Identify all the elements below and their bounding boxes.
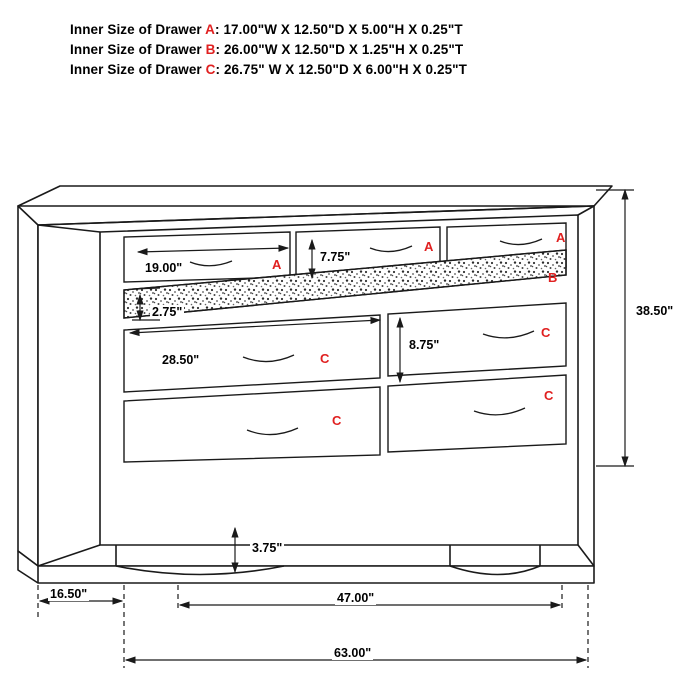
spec-letter-b: B bbox=[205, 42, 216, 57]
letter-mid-right: C bbox=[541, 325, 551, 340]
dim-38-50: 38.50" bbox=[636, 304, 674, 318]
spec-value-c: : 26.75" W X 12.50"D X 6.00"H X 0.25"T bbox=[215, 62, 468, 77]
spec-prefix-b: Inner Size of Drawer bbox=[70, 42, 206, 57]
letter-top-middle: A bbox=[424, 239, 434, 254]
spec-prefix-a: Inner Size of Drawer bbox=[70, 22, 206, 37]
spec-prefix-c: Inner Size of Drawer bbox=[70, 62, 206, 77]
dim-8-75: 8.75" bbox=[409, 338, 440, 352]
dim-47-00: 47.00" bbox=[337, 591, 375, 605]
dim-63-00: 63.00" bbox=[334, 646, 372, 660]
dim-16-50: 16.50" bbox=[50, 587, 88, 601]
letter-bottom-right: C bbox=[544, 388, 554, 403]
letter-bottom-left: C bbox=[332, 413, 342, 428]
dim-7-75: 7.75" bbox=[320, 250, 351, 264]
letter-top-left: A bbox=[272, 257, 282, 272]
dim-2-75: 2.75" bbox=[152, 305, 183, 319]
spec-letter-c: C bbox=[205, 62, 216, 77]
dim-3-75: 3.75" bbox=[252, 541, 283, 555]
spec-value-b: : 26.00"W X 12.50"D X 1.25"H X 0.25"T bbox=[215, 42, 464, 57]
dim-28-50: 28.50" bbox=[162, 353, 200, 367]
spec-value-a: : 17.00"W X 12.50"D X 5.00"H X 0.25"T bbox=[215, 22, 463, 37]
letter-mid-left: C bbox=[320, 351, 330, 366]
letter-top-right: A bbox=[556, 230, 566, 245]
letter-jewel: B bbox=[548, 270, 558, 285]
spec-letter-a: A bbox=[205, 22, 215, 37]
dim-19-00: 19.00" bbox=[145, 261, 183, 275]
